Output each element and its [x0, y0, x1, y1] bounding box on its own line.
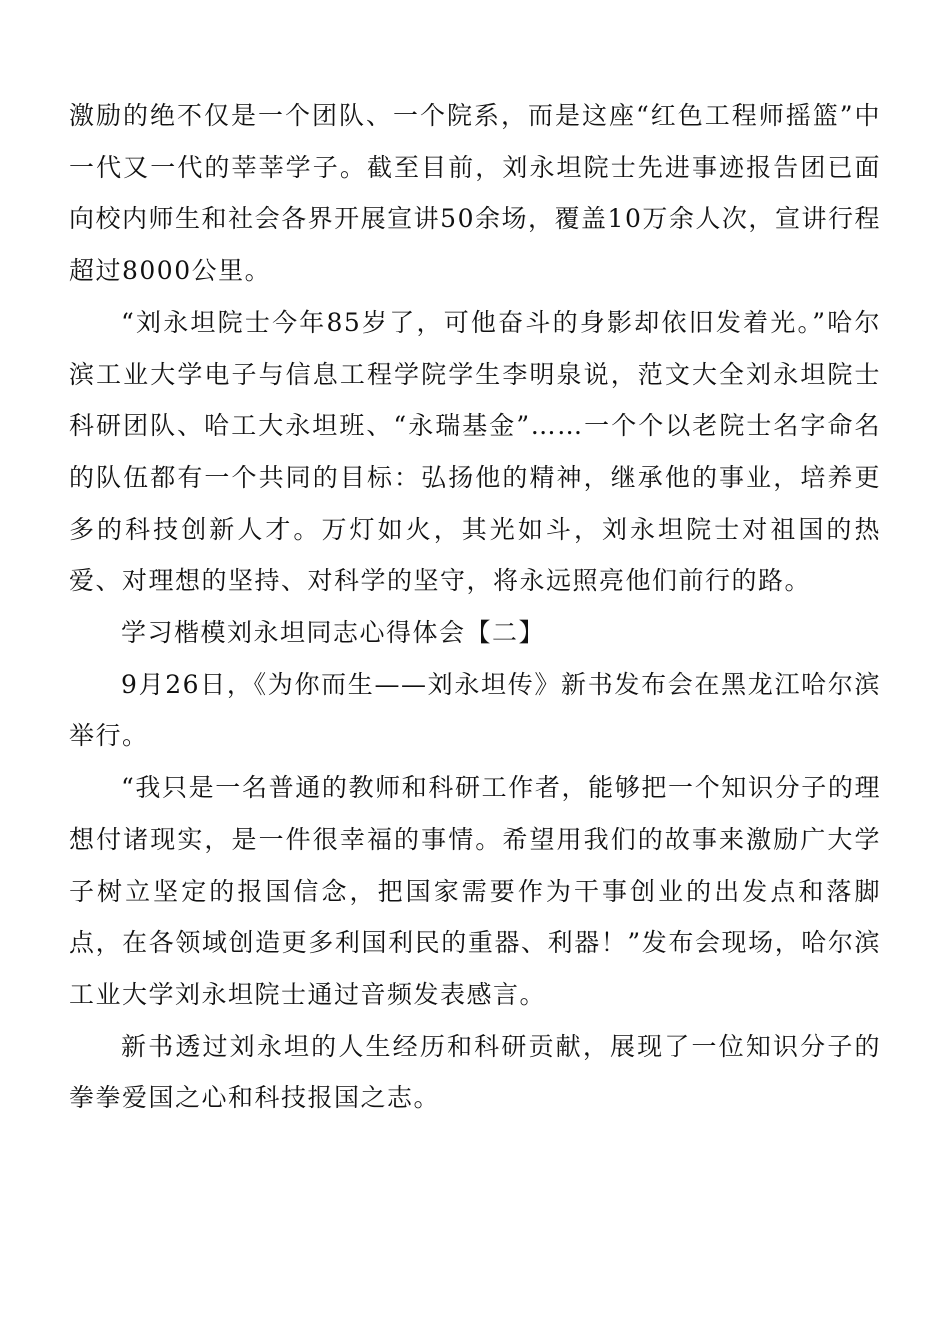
paragraph-book-launch: 9月26日，《为你而生——刘永坦传》新书发布会在黑龙江哈尔滨举行。	[69, 669, 881, 751]
document-body	[69, 90, 881, 1124]
paragraph-quote-academician: “我只是一名普通的教师和科研工作者，能够把一个知识分子的理想付诸现实，是一件很幸福的事情。希望用我们的故事来激励广大学子树立坚定的报国信念，把国家需要作为干事创业的出发点和落脚点，在各领域创造更多利国利民的重器、利器！”发布会现场，哈尔滨工业大学刘永坦院士通过音频发表感言。	[69, 773, 881, 1009]
section-heading: 学习楷模刘永坦同志心得体会【二】	[121, 618, 546, 648]
paragraph-continuation: 激励的绝不仅是一个团队、一个院系，而是这座“红色工程师摇篮”中一代又一代的莘莘学子。截至目前，刘永坦院士先进事迹报告团已面向校内师生和社会各界开展宣讲50余场，覆盖10万余人次，宣讲行程超过8000公里。	[69, 101, 881, 286]
paragraph-book-summary: 新书透过刘永坦的人生经历和科研贡献，展现了一位知识分子的拳拳爱国之心和科技报国之志。	[69, 1031, 881, 1113]
paragraph-quote-student: “刘永坦院士今年85岁了，可他奋斗的身影却依旧发着光。”哈尔滨工业大学电子与信息工程学院学生李明泉说，范文大全刘永坦院士科研团队、哈工大永坦班、“永瑞基金”……一个个以老院士名字命名的队伍都有一个共同的目标：弘扬他的精神，继承他的事业，培养更多的科技创新人才。万灯如火，其光如斗，刘永坦院士对祖国的热爱、对理想的坚持、对科学的坚守，将永远照亮他们前行的路。	[69, 307, 881, 596]
